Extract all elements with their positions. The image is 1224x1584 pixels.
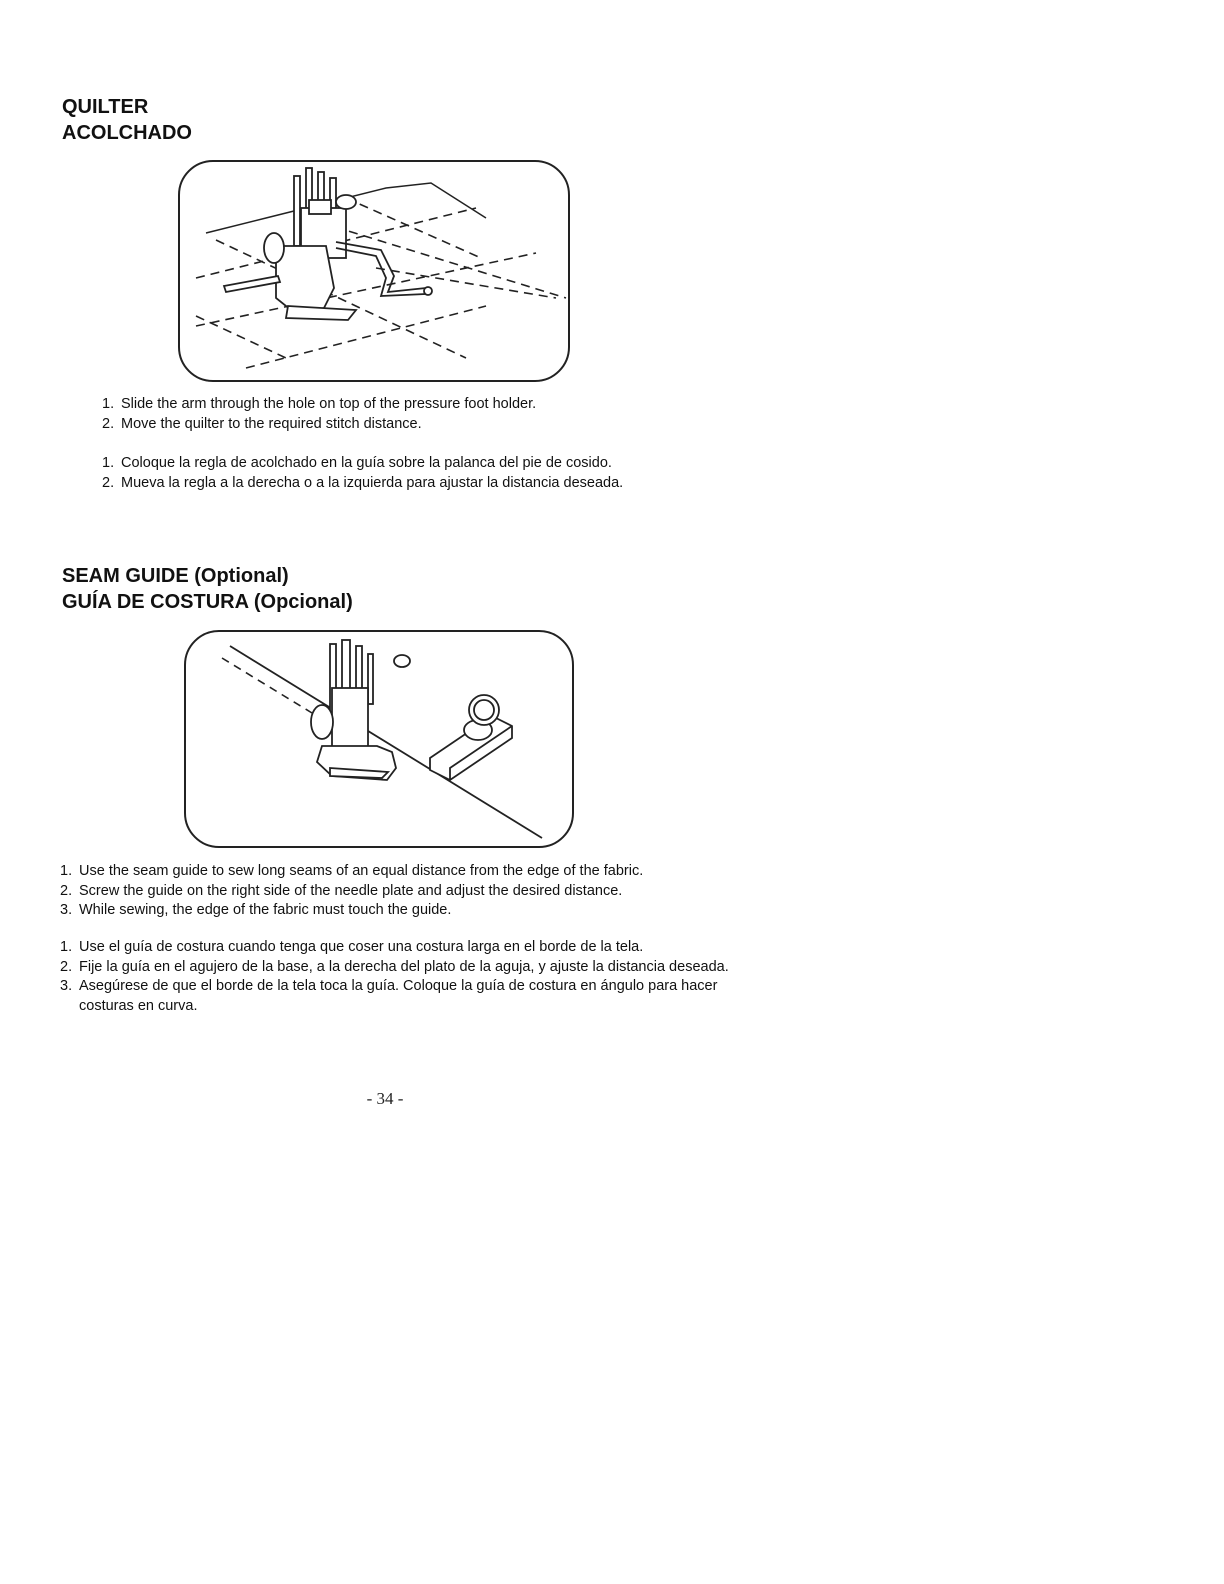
seam-guide-drawing [182, 628, 576, 850]
seam-guide-title-es: GUÍA DE COSTURA (Opcional) [62, 591, 353, 613]
quilter-heading [62, 94, 192, 146]
step-number: 2. [102, 415, 115, 432]
seam-guide-heading [62, 563, 353, 615]
step-number: 1. [102, 396, 115, 412]
list-item [60, 938, 750, 958]
step-text: Use el guía de costura cuando tenga que coser una costura larga en el borde de la tela. [79, 939, 644, 955]
seam-guide-steps-es [60, 938, 750, 1016]
step-text: Use the seam guide to sew long seams of an equal distance from the edge of the fabric. [79, 863, 644, 879]
step-text: Mueva la regla a la derecha o a la izquierda para ajustar la distancia deseada. [121, 474, 624, 491]
list-item [60, 901, 643, 921]
step-text: Coloque la regla de acolchado en la guía sobre la palanca del pie de cosido. [121, 455, 612, 471]
seam-guide-illustration [182, 628, 576, 850]
list-item [102, 415, 536, 435]
step-text: Asegúrese de que el borde de la tela toca la guía. Coloque la guía de costura en ángulo para hacer costuras en curva. [79, 978, 718, 1014]
quilter-title-en: QUILTER [62, 96, 149, 118]
seam-guide-steps-en [60, 862, 643, 921]
step-number: 2. [60, 882, 73, 899]
page-number: - 34 - [366, 1089, 404, 1108]
step-number: 1. [60, 939, 73, 955]
step-number: 3. [60, 902, 73, 918]
list-item [102, 395, 536, 415]
step-number: 1. [102, 455, 115, 471]
step-number: 1. [60, 863, 73, 879]
step-number: 3. [60, 978, 73, 994]
list-item [60, 958, 750, 978]
quilter-steps-es [102, 454, 623, 493]
seam-guide-title-en: SEAM GUIDE (Optional) [62, 565, 289, 587]
step-text: Fije la guía en el agujero de la base, a la derecha del plato de la aguja, y ajuste la distancia deseada. [79, 958, 729, 975]
quilter-steps-en [102, 395, 536, 434]
step-text: Screw the guide on the right side of the needle plate and adjust the desired distance. [79, 882, 623, 899]
step-text: While sewing, the edge of the fabric must touch the guide. [79, 902, 452, 918]
list-item [60, 882, 643, 902]
step-text: Slide the arm through the hole on top of the pressure foot holder. [121, 396, 537, 412]
list-item [102, 454, 623, 474]
step-number: 2. [60, 958, 73, 975]
quilter-presser-foot-drawing [176, 158, 574, 386]
list-item [60, 977, 750, 1016]
step-number: 2. [102, 474, 115, 491]
quilter-title-es: ACOLCHADO [62, 122, 192, 144]
list-item [102, 474, 623, 494]
list-item [60, 862, 643, 882]
quilter-illustration [176, 158, 574, 386]
step-text: Move the quilter to the required stitch distance. [121, 415, 422, 432]
